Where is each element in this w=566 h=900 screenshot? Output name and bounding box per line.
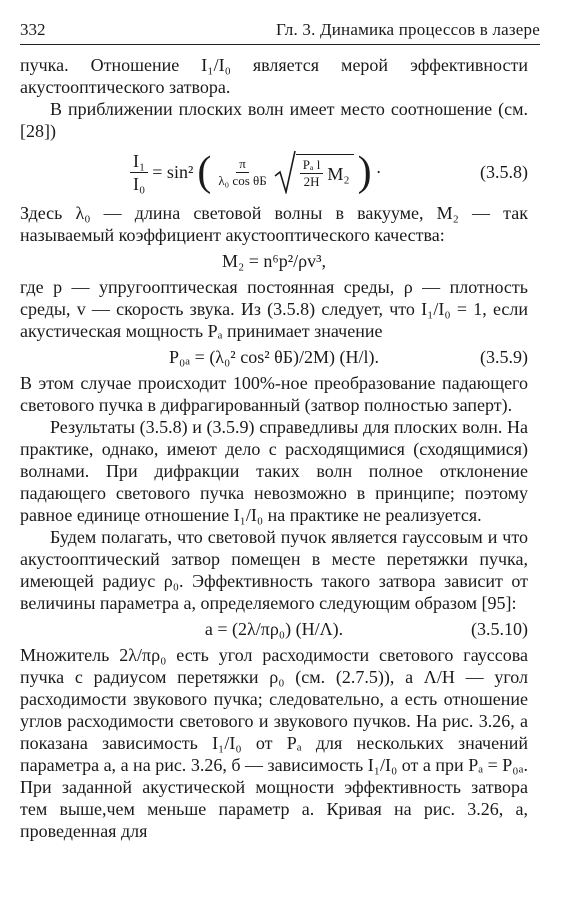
square-root bbox=[274, 150, 354, 194]
paragraph: В приближении плоских волн имеет место соотношение (см. [28]) bbox=[20, 99, 528, 141]
paragraph: Результаты (3.5.8) и (3.5.9) справедливы для плоских волн. На практике, однако, имеют дело с расходящимися (сходящимися) волнами. При дифракции таких волн полное отклонение падающего светового пучка невозможно в принципе; поэтому равное единице отношение I₁/I₀ на практике не реализуется. bbox=[20, 417, 528, 525]
equation-body: P₀ₐ = (λ₀² cos² θБ)/2M) (H/l). bbox=[168, 347, 380, 367]
dot: · bbox=[375, 162, 382, 182]
numerator: π bbox=[236, 156, 249, 173]
right-paren: ) bbox=[357, 149, 372, 195]
denominator: 2H bbox=[303, 174, 320, 189]
fraction-pi bbox=[215, 156, 269, 189]
numerator: I₁ bbox=[130, 150, 148, 173]
paragraph: где p — упругооптическая постоянная среды, ρ — плотность среды, v — скорость звука. Из (3.5.8) следует, что I₁/I₀ = 1, если акустическая мощность Pₐ принимает значение bbox=[20, 277, 528, 341]
numerator: Pₐ l bbox=[300, 157, 324, 174]
page-header bbox=[20, 14, 540, 45]
equation-number: (3.5.8) bbox=[480, 162, 528, 182]
paragraph: Будем полагать, что световой пучок является гауссовым и что акустооптический затвор помещен в месте перетяжки пучка, имеющей радиус ρ₀. Эффективность такого затвора зависит от величины параметра a, определяемого следующим образом [95]: bbox=[20, 527, 528, 613]
m2-symbol: M₂ bbox=[327, 163, 350, 184]
denominator: λ₀ cos θБ bbox=[218, 172, 267, 188]
fraction-i1-i0 bbox=[130, 150, 148, 195]
paragraph: В этом случае происходит 100%-ное преобразование падающего светового пучка в дифрагированный (затвор полностью заперт). bbox=[20, 373, 528, 415]
equation-body bbox=[130, 144, 382, 200]
paragraph: пучка. Отношение I₁/I₀ является мерой эффективности акустооптического затвора. bbox=[20, 55, 528, 97]
equation-3-5-9 bbox=[20, 344, 528, 370]
running-title: Гл. 3. Динамика процессов в лазере bbox=[276, 20, 540, 39]
equation-3-5-10 bbox=[20, 616, 528, 642]
left-paren: ( bbox=[197, 149, 212, 195]
equation-m2 bbox=[20, 248, 528, 274]
page-body bbox=[20, 54, 528, 842]
paragraph: Здесь λ₀ — длина световой волны в вакууме, M₂ — так называемый коэффициент акустооптического качества: bbox=[20, 203, 528, 245]
radicand bbox=[296, 154, 354, 190]
page-number: 332 bbox=[20, 20, 46, 39]
equation-body: M₂ = n⁶p²/ρv³, bbox=[222, 251, 326, 271]
equation-body: a = (2λ/πρ₀) (H/Λ). bbox=[204, 619, 344, 639]
fraction-pa-l bbox=[300, 157, 324, 190]
radical-sign-icon bbox=[274, 150, 296, 194]
denominator: I₀ bbox=[133, 173, 146, 194]
equation-3-5-8 bbox=[20, 144, 528, 200]
equals-sin-squared: = sin² bbox=[152, 162, 194, 182]
equation-number: (3.5.9) bbox=[480, 347, 528, 367]
paragraph: Множитель 2λ/πρ₀ есть угол расходимости светового гауссова пучка с радиусом перетяжки ρ₀ (см. (2.7.5)), а Λ/H — угол расходимости звукового пучка; следовательно, a есть отношение углов расходимости светового и звукового пучков. На рис. 3.26, a показана зависимость I₁/I₀ от Pₐ для нескольких значений параметра a, а на рис. 3.26, б — зависимость I₁/I₀ от a при Pₐ = P₀ₐ. При заданной акустической мощности эффективность затвора тем выше,чем меньше параметр a. Кривая на рис. 3.26, a, проведенная для bbox=[20, 645, 528, 841]
equation-number: (3.5.10) bbox=[471, 619, 528, 639]
